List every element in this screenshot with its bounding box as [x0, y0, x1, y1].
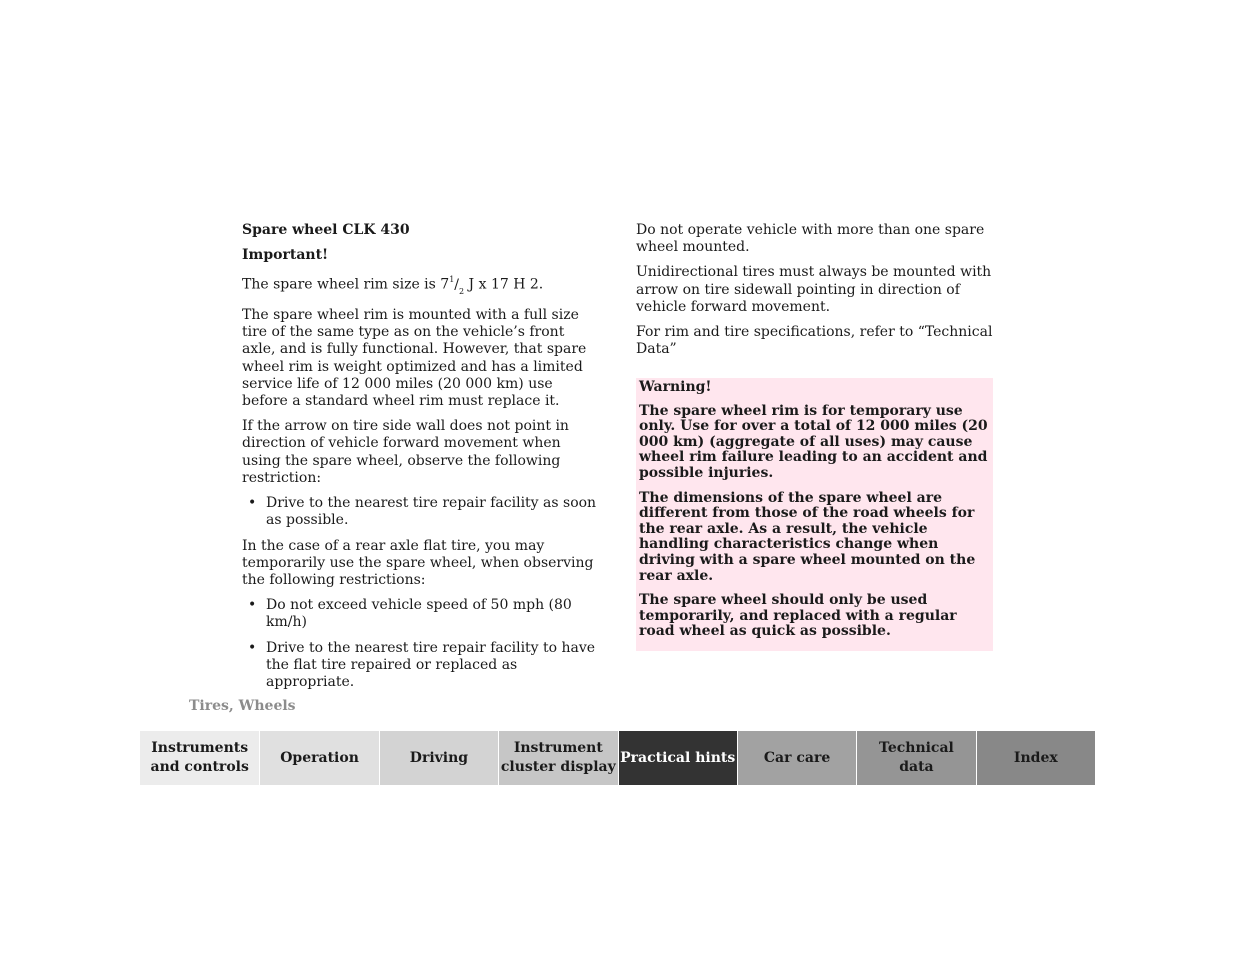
tab-operation[interactable] — [259, 731, 378, 785]
tab-label: Index — [1013, 749, 1058, 766]
unidirectional-note: Unidirectional tires must always be mounted with arrow on tire sidewall pointing in direction of vehicle forward movement. — [636, 264, 992, 315]
arrow-restriction-intro: If the arrow on tire side wall does not point in direction of vehicle forward movement when using the spare wheel, observe the following restriction: — [242, 418, 569, 486]
fraction-denominator: 2 — [459, 286, 465, 296]
list-item-text: Drive to the nearest tire repair facility to have the flat tire repaired or replaced as appropriate. — [266, 639, 596, 690]
list-item — [242, 640, 602, 692]
list-item-text: Drive to the nearest tire repair facility as soon as possible. — [266, 495, 597, 529]
left-column — [242, 222, 602, 699]
warning-title: Warning! — [639, 379, 712, 395]
tab-practical-hints[interactable] — [618, 731, 737, 785]
one-spare-note: Do not operate vehicle with more than one spare wheel mounted. — [636, 222, 985, 256]
rear-axle-intro: In the case of a rear axle flat tire, you may temporarily use the spare wheel, when observing the following restrictions: — [242, 537, 594, 588]
warning-paragraph: The spare wheel should only be used temporarily, and replaced with a regular road wheel as quick as possible. — [639, 592, 957, 640]
tab-technical-data[interactable] — [856, 731, 975, 785]
tab-label: Operation — [280, 749, 359, 766]
tab-instruments-and-controls[interactable] — [140, 731, 259, 785]
fraction-numerator: 1 — [449, 275, 455, 285]
rim-size-suffix: J x 17 H 2. — [464, 277, 544, 294]
restriction-list-1 — [242, 495, 602, 529]
tab-label: Driving — [409, 749, 469, 766]
list-item — [242, 597, 602, 631]
tab-label: Practical hints — [620, 749, 736, 766]
tab-label: Technical data — [879, 740, 954, 775]
list-item — [242, 495, 602, 529]
bullet-icon: • — [248, 639, 257, 656]
section-label: Tires, Wheels — [189, 698, 296, 714]
list-item-text: Do not exceed vehicle speed of 50 mph (80 km/h) — [266, 597, 572, 631]
section-title: Spare wheel CLK 430 — [242, 222, 410, 238]
tab-instrument-cluster-display[interactable] — [498, 731, 617, 785]
chapter-nav — [140, 731, 1095, 785]
important-heading: Important! — [242, 247, 329, 264]
tab-label: Instrument cluster display — [500, 740, 616, 775]
tab-label: Car care — [763, 749, 831, 766]
rim-size-prefix: The spare wheel rim size is 7 — [242, 277, 450, 294]
warning-box — [636, 378, 993, 651]
warning-paragraph: The dimensions of the spare wheel are different from those of the road wheels for the rear axle. As a result, the vehicle handling characteristics change when driving with a spare wheel mounted on the rear axle. — [639, 489, 976, 584]
tab-driving[interactable] — [379, 731, 498, 785]
bullet-icon: • — [248, 495, 257, 512]
right-column — [636, 222, 994, 366]
warning-paragraph: The spare wheel rim is for temporary use only. Use for over a total of 12 000 miles (20 000 km) (aggregate of all uses) may cause wheel rim failure leading to an accident and possible injuries. — [639, 402, 988, 481]
tab-label: Instruments and controls — [150, 740, 249, 775]
restriction-list-2 — [242, 597, 602, 691]
bullet-icon: • — [248, 597, 257, 614]
rim-size-fraction — [449, 275, 465, 296]
tab-car-care[interactable] — [737, 731, 856, 785]
tab-index[interactable] — [976, 731, 1095, 785]
specifications-reference: For rim and tire specifications, refer to “Technical Data” — [636, 324, 993, 358]
spare-wheel-description: The spare wheel rim is mounted with a full size tire of the same type as on the vehicle’s front axle, and is fully functional. However, that spare wheel rim is weight optimized and has a limited service life of 12 000 miles (20 000 km) use before a standard wheel rim must replace it. — [242, 307, 587, 410]
rim-size-text — [242, 272, 602, 299]
fraction-slash: / — [454, 277, 460, 294]
